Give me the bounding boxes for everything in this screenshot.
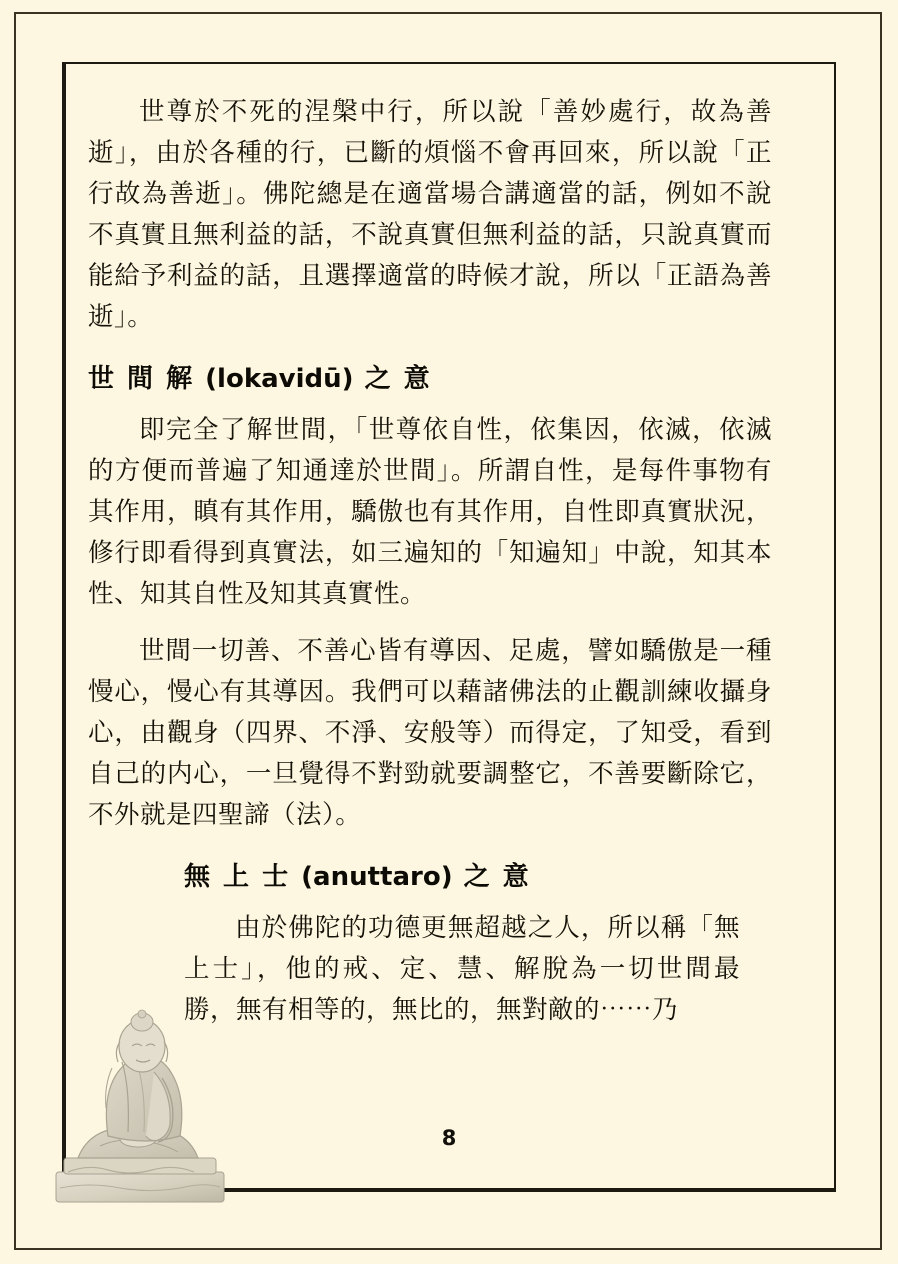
page-content (88, 92, 772, 1162)
page-number: 8 (441, 1126, 457, 1150)
paragraph-anuttaro-1: 由於佛陀的功德更無超越之人，所以稱「無上士」，他的戒、定、慧、解脫為一切世間最勝，無有相等的，無比的，無對敵的⋯⋯乃 (184, 913, 740, 1025)
heading-anuttaro-cjk-after: 之 意 (452, 862, 531, 892)
paragraph-sugata: 世尊於不死的涅槃中行，所以說「善妙處行，故為善逝」，由於各種的行，已斷的煩惱不會再回來，所以說「正行故為善逝」。佛陀總是在適當場合講適當的話，例如不說不真實且無利益的話，不說真實但無利益的話，只說真實而能給予利益的話，且選擇適當的時候才說，所以「正語為善逝」。 (88, 97, 772, 332)
heading-lokavidu-cjk-after: 之 意 (353, 364, 432, 394)
heading-lokavidu (88, 360, 772, 398)
heading-anuttaro-cjk-before: 無 上 士 (184, 862, 302, 892)
paragraph-lokavidu-1: 即完全了解世間，「世尊依自性，依集因，依滅，依滅的方便而普遍了知通達於世間」。所謂自性，是每件事物有其作用，瞋有其作用，驕傲也有其作用，自性即真實狀況，修行即看得到真實法，如三遍知的「知遍知」中說，知其本性、知其自性及知其真實性。 (88, 415, 772, 609)
paragraph-lokavidu-2: 世間一切善、不善心皆有導因、足處，譬如驕傲是一種慢心，慢心有其導因。我們可以藉諸佛法的止觀訓練收攝身心，由觀身（四界、不淨、安般等）而得定，了知受，看到自己的内心，一旦覺得不對勁就要調整它，不善要斷除它，不外就是四聖諦（法）。 (88, 636, 772, 830)
heading-lokavidu-latin: (lokavidū) (205, 364, 354, 394)
heading-anuttaro-latin: (anuttaro) (301, 862, 453, 892)
heading-anuttaro (184, 858, 772, 896)
seated-buddha-statue-icon (50, 1006, 232, 1216)
heading-lokavidu-cjk-before: 世 間 解 (88, 364, 206, 394)
